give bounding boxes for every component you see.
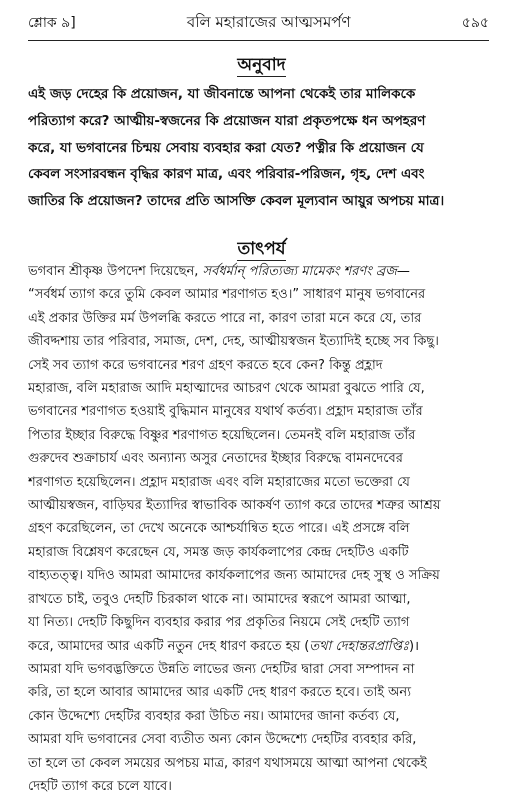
- purport-line: পিতার ইচ্ছার বিরুদ্ধে বিষ্ণুর শরণাগত হয়েছিলেন। তেমনই বলি মহারাজ তাঁর: [28, 427, 416, 443]
- purport-line: জীবদ্দশায় তার পরিবার, সমাজ, দেশ, দেহ, আত্মীয়স্বজন ইত্যাদিই হচ্ছে সব কিছু।: [28, 334, 439, 350]
- gita-reference: তথা দেহান্তরপ্রাপ্তিঃ: [309, 638, 410, 654]
- purport-line: গ্রহণ করেছিলেন, তা দেখে অনেকে আশ্চর্যান্বিত হতে পারে। এই প্রসঙ্গে বলি: [28, 521, 410, 537]
- purport-line: গুরুদেব শুক্রাচার্য এবং অন্যান্য অসুর নেতাদের ইচ্ছার বিরুদ্ধে বামনদেবের: [28, 451, 403, 467]
- purport-block: [28, 260, 489, 798]
- purport-line: মহারাজ, বলি মহারাজ আদি মহাত্মাদের আচরণ থেকে আমরা বুঝতে পারি যে,: [28, 381, 425, 397]
- purport-line: করি, তা হলে আবার আমাদের আর একটি দেহ ধারণ করতে হবে। তাই অন্য: [28, 685, 411, 701]
- purport-line-text: )।: [409, 638, 420, 654]
- purport-line: রাখতে চাই, তবুও দেহটি চিরকাল থাকে না। আমাদের স্বরূপে আমরা আত্মা,: [28, 591, 411, 607]
- running-header: [28, 6, 489, 41]
- chapter-title: বলি মহারাজের আত্মসমর্পণ: [186, 12, 351, 31]
- verse-reference: শ্লোক ৯]: [28, 15, 76, 31]
- translation-line: পরিত্যাগ করে? আত্মীয়-স্বজনের কি প্রয়োজন যারা প্রকৃতপক্ষে ধন অপহরণ: [28, 113, 426, 129]
- page-number: ৫৯৫: [461, 15, 489, 31]
- purport-line: আত্মীয়স্বজন, বাড়িঘর ইত্যাদির স্বাভাবিক আকর্ষণ ত্যাগ করে তাদের শত্রুর আশ্রয়: [28, 498, 441, 514]
- purport-line: [28, 635, 489, 658]
- purport-line: আমরা যদি ভগবদ্ভক্তিতে উন্নতি লাভের জন্য দেহটির দ্বারা সেবা সম্পাদন না: [28, 661, 415, 677]
- purport-line: মহারাজ বিশ্লেষণ করেছেন যে, সমস্ত জড় কার্যকলাপের কেন্দ্র দেহটিও একটি: [28, 544, 409, 560]
- purport-line: এই প্রকার উক্তির মর্ম উপলব্ধি করতে পারে না, কারণ তারা মনে করে যে, তার: [28, 310, 422, 326]
- purport-line: শরণাগত হয়েছিলেন। প্রহ্লাদ মহারাজ এবং বলি মহারাজের মতো ভক্তেরা যে: [28, 474, 410, 490]
- translation-heading-text: অনুবাদ: [237, 55, 286, 75]
- purport-line: [28, 260, 489, 283]
- purport-heading-text: তাৎপর্য: [237, 239, 286, 259]
- translation-line: জাতির কি প্রয়োজন? তাদের প্রতি আসক্তি কেবল মূল্যবান আয়ুর অপচয় মাত্র।: [28, 194, 445, 210]
- purport-line: বাহ্যতত্ত্ব। যদিও আমরা আমাদের কার্যকলাপের জন্য আমাদের দেহ সুস্থ ও সক্রিয়: [28, 568, 440, 584]
- purport-line: ভগবানের শরণাগত হওয়াই বুদ্ধিমান মানুষের যথার্থ কর্তব্য। প্রহ্লাদ মহারাজ তাঁর: [28, 404, 423, 420]
- translation-block: [28, 82, 489, 216]
- purport-line: যা নিত্য। দেহটি কিছুদিন ব্যবহার করার পর প্রকৃতির নিয়মে সেই দেহটি ত্যাগ: [28, 615, 410, 631]
- purport-line: কোন উদ্দেশ্যে দেহটির ব্যবহার করা উচিত নয়। আমাদের জানা কর্তব্য যে,: [28, 708, 400, 724]
- purport-line-text: করে, আমাদের আর একটি নতুন দেহ ধারণ করতে হয় (: [28, 638, 310, 654]
- purport-line: দেহটি ত্যাগ করে চলে যাবে।: [28, 778, 172, 794]
- purport-line: সেই সব ত্যাগ করে ভগবানের শরণ গ্রহণ করতে হবে কেন? কিন্তু প্রহ্লাদ: [28, 357, 383, 373]
- translation-heading: [0, 52, 523, 80]
- translation-line: এই জড় দেহের কি প্রয়োজন, যা জীবনান্তে আপনা থেকেই তার মালিককে: [28, 87, 416, 102]
- gita-quote: সর্বধর্মান্ পরিত্যজ্য মামেকং শরণং ব্রজ—: [202, 264, 410, 279]
- translation-line: করে, যা ভগবানের চিন্ময় সেবায় ব্যবহার করা যেত? পত্নীর কি প্রয়োজন যে: [28, 140, 424, 156]
- translation-line: কেবল সংসারবন্ধন বৃদ্ধির কারণ মাত্র, এবং পরিবার-পরিজন, গৃহ, দেশ এবং: [28, 167, 425, 183]
- purport-line: আমরা যদি ভগবানের সেবা ব্যতীত অন্য কোন উদ্দেশ্যে দেহটির ব্যবহার করি,: [28, 732, 417, 748]
- purport-line: তা হলে তা কেবল সময়ের অপচয় মাত্র, কারণ যথাসময়ে আত্মা আপনা থেকেই: [28, 755, 427, 771]
- purport-line-text: ভগবান শ্রীকৃষ্ণ উপদেশ দিয়েছেন,: [28, 264, 203, 279]
- purport-line: “সর্বধর্ম ত্যাগ করে তুমি কেবল আমার শরণাগত হও।” সাধারণ মানুষ ভগবানের: [28, 287, 426, 303]
